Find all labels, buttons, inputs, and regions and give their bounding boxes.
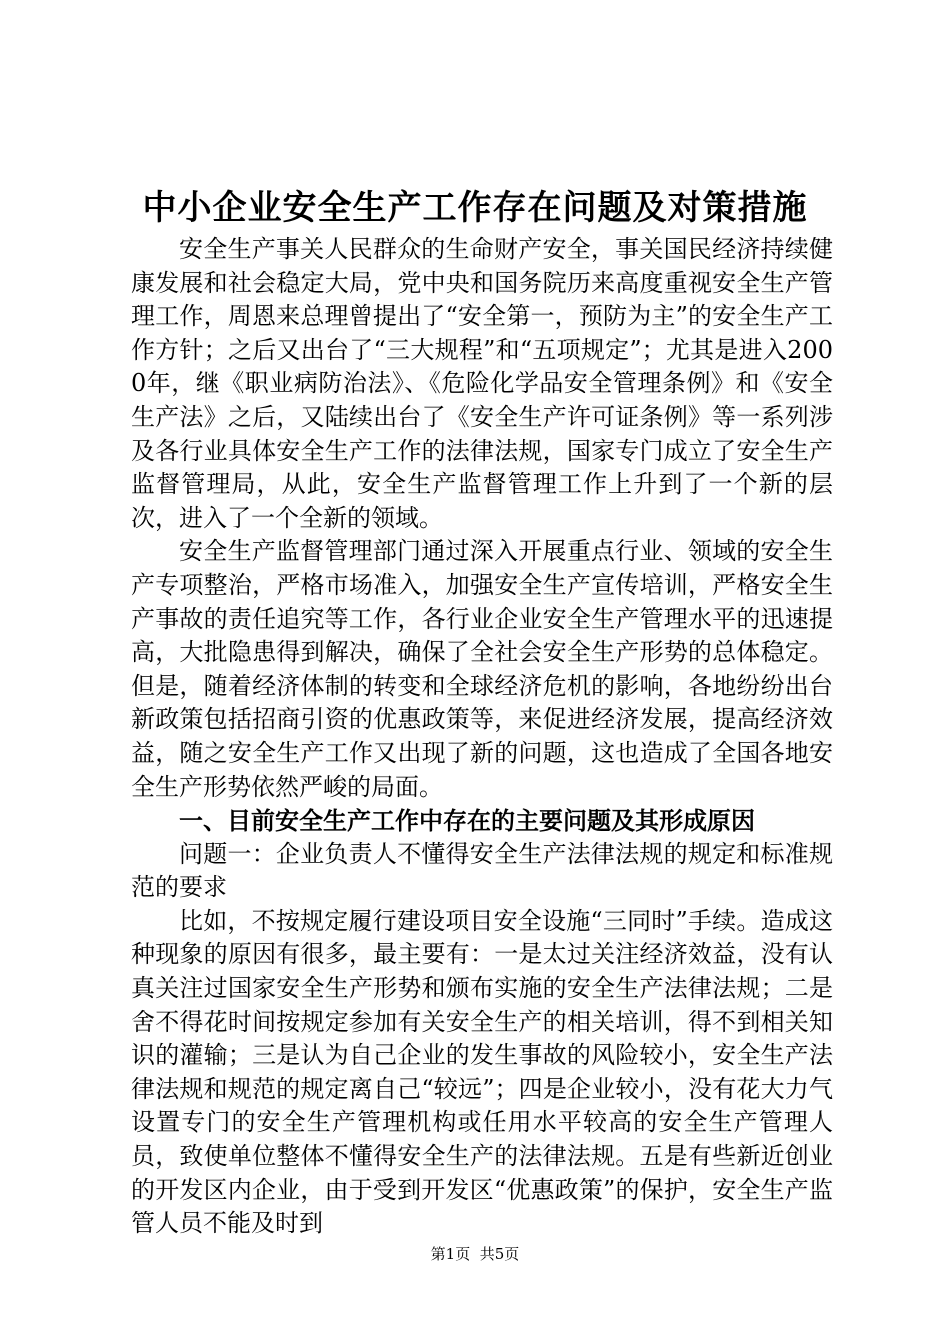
page-number: 第1页 — [430, 1245, 471, 1263]
footer-spacer — [470, 1245, 480, 1263]
page-footer — [0, 1244, 950, 1264]
document-title: 中小企业安全生产工作存在问题及对策措施 — [142, 188, 808, 228]
page-total: 共5页 — [479, 1245, 520, 1263]
problem-one-detail: 比如，不按规定履行建设项目安全设施“三同时”手续。造成这种现象的原因有很多，最主要有：一是太过关注经济效益，没有认真关注过国家安全生产形势和颁布实施的安全生产法律法规；二是舍不得花时间按规定参加有关安全生产的相关培训，得不到相关知识的灌输；三是认为自己企业的发生事故的风险较小，安全生产法律法规和规范的规定离自己“较远”；四是企业较小，没有花大力气设置专门的安全生产管理机构或任用水平较高的安全生产管理人员，致使单位整体不懂得安全生产的法律法规。五是有些新近创业的开发区内企业，由于受到开发区“优惠政策”的保护，安全生产监管人员不能及时到 — [131, 906, 833, 1238]
supervision-paragraph: 安全生产监督管理部门通过深入开展重点行业、领域的安全生产专项整治，严格市场准入，加强安全生产宣传培训，严格安全生产事故的责任追究等工作，各行业企业安全生产管理水平的迅速提高，大批隐患得到解决，确保了全社会安全生产形势的总体稳定。但是，随着经济体制的转变和全球经济危机的影响，各地纷纷出台新政策包括招商引资的优惠政策等，来促进经济发展，提高经济效益，随之安全生产工作又出现了新的问题，这也造成了全国各地安全生产形势依然严峻的局面。 — [131, 537, 833, 801]
section-heading: 一、目前安全生产工作中存在的主要问题及其形成原因 — [179, 806, 755, 836]
intro-paragraph: 安全生产事关人民群众的生命财产安全，事关国民经济持续健康发展和社会稳定大局，党中央和国务院历来高度重视安全生产管理工作，周恩来总理曾提出了“安全第一，预防为主”的安全生产工作方针；之后又出台了“三大规程”和“五项规定”；尤其是进入2000年，继《职业病防治法》、《危险化学品安全管理条例》和《安全生产法》之后，又陆续出台了《安全生产许可证条例》等一系列涉及各行业具体安全生产工作的法律法规，国家专门成立了安全生产监督管理局，从此，安全生产监督管理工作上升到了一个新的层次，进入了一个全新的领域。 — [131, 235, 833, 532]
problem-one-heading: 问题一：企业负责人不懂得安全生产法律法规的规定和标准规范的要求 — [131, 839, 833, 902]
document-body — [131, 233, 833, 1241]
